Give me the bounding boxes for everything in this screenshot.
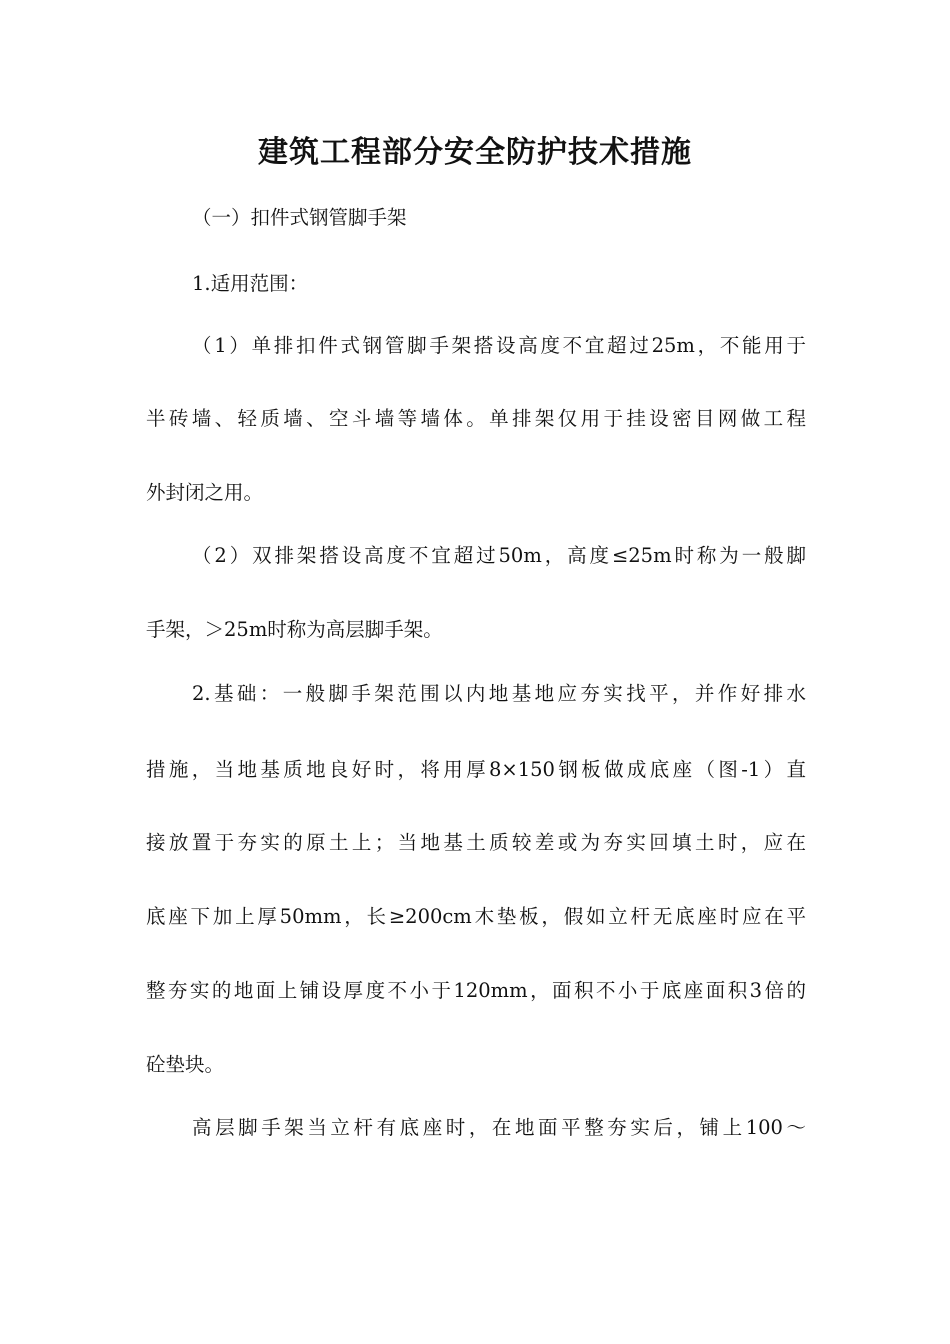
paragraph-line: 半砖墙、轻质墙、空斗墙等墙体。单排架仅用于挂设密目网做工程 xyxy=(146,407,806,430)
paragraph-line: 2.基础：一般脚手架范围以内地基地应夯实找平，并作好排水 xyxy=(192,682,806,705)
document-title: 建筑工程部分安全防护技术措施 xyxy=(258,135,692,170)
paragraph-line: 整夯实的地面上铺设厚度不小于120mm，面积不小于底座面积3倍的 xyxy=(146,979,806,1002)
paragraph-line: 手架，＞25m时称为高层脚手架。 xyxy=(146,618,443,641)
paragraph-line: （2）双排架搭设高度不宜超过50m，高度≤25m时称为一般脚 xyxy=(192,544,806,567)
paragraph-line: 措施，当地基质地良好时，将用厚8×150钢板做成底座（图-1）直 xyxy=(146,758,806,781)
paragraph-line: 底座下加上厚50mm，长≥200cm木垫板，假如立杆无底座时应在平 xyxy=(146,905,806,928)
paragraph-line: 接放置于夯实的原土上；当地基土质较差或为夯实回填土时，应在 xyxy=(146,831,806,854)
paragraph-line: 砼垫块。 xyxy=(146,1053,225,1076)
subsection-heading: 1.适用范围： xyxy=(192,272,309,295)
paragraph-line: （1）单排扣件式钢管脚手架搭设高度不宜超过25m，不能用于 xyxy=(192,334,806,357)
section-heading: （一）扣件式钢管脚手架 xyxy=(192,206,407,229)
paragraph-line: 外封闭之用。 xyxy=(146,481,264,504)
paragraph-line: 高层脚手架当立杆有底座时，在地面平整夯实后，铺上100～ xyxy=(192,1116,806,1139)
